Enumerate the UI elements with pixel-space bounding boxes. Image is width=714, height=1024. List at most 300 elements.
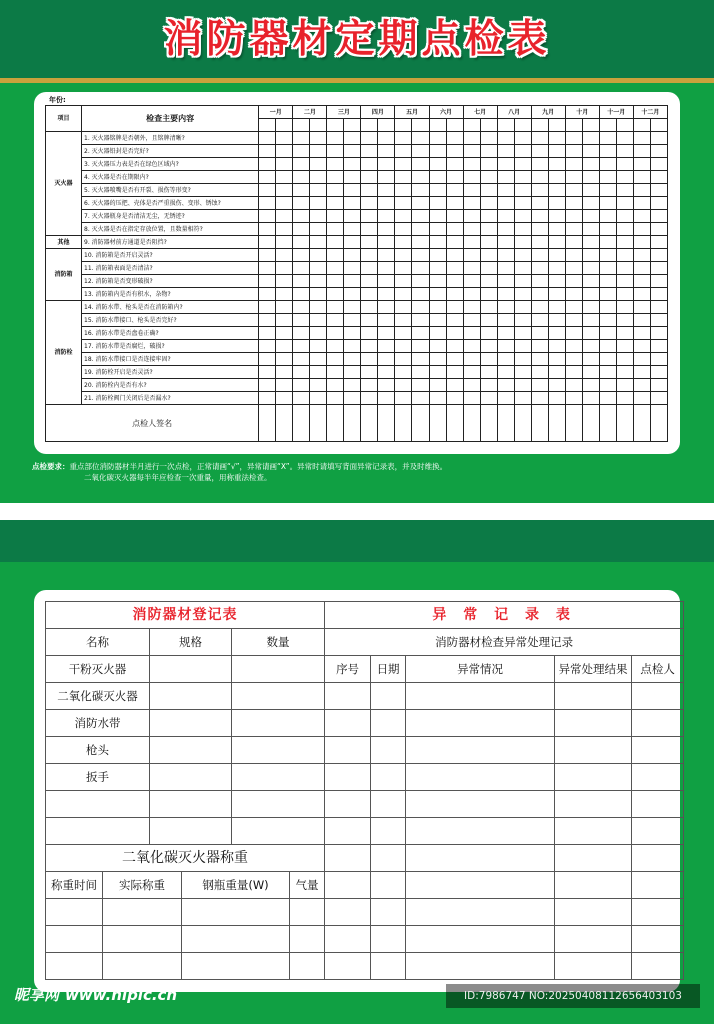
check-cell[interactable] — [599, 340, 616, 353]
check-cell[interactable] — [412, 340, 429, 353]
register-row-qty[interactable] — [232, 818, 325, 845]
check-cell[interactable] — [480, 249, 497, 262]
check-cell[interactable] — [650, 236, 667, 249]
abnormal-cell-date[interactable] — [371, 764, 406, 791]
check-cell[interactable] — [429, 353, 446, 366]
check-cell[interactable] — [412, 132, 429, 145]
check-cell[interactable] — [327, 171, 344, 184]
abnormal-cell-date[interactable] — [371, 737, 406, 764]
check-cell[interactable] — [514, 132, 531, 145]
check-cell[interactable] — [293, 197, 310, 210]
check-cell[interactable] — [531, 249, 548, 262]
check-cell[interactable] — [327, 158, 344, 171]
weigh-cell-time[interactable] — [46, 926, 103, 953]
check-cell[interactable] — [361, 158, 378, 171]
check-cell[interactable] — [480, 314, 497, 327]
check-cell[interactable] — [412, 392, 429, 405]
check-cell[interactable] — [344, 210, 361, 223]
check-cell[interactable] — [361, 366, 378, 379]
check-cell[interactable] — [633, 197, 650, 210]
check-cell[interactable] — [514, 353, 531, 366]
check-cell[interactable] — [582, 379, 599, 392]
check-cell[interactable] — [548, 340, 565, 353]
check-cell[interactable] — [276, 340, 293, 353]
check-cell[interactable] — [395, 288, 412, 301]
abnormal-cell-no[interactable] — [325, 845, 371, 872]
check-cell[interactable] — [259, 275, 276, 288]
check-cell[interactable] — [497, 314, 514, 327]
abnormal-cell-inspector[interactable] — [632, 899, 684, 926]
register-row-qty[interactable] — [232, 764, 325, 791]
check-cell[interactable] — [480, 353, 497, 366]
check-cell[interactable] — [412, 262, 429, 275]
abnormal-cell-situation[interactable] — [406, 899, 555, 926]
check-cell[interactable] — [463, 314, 480, 327]
check-cell[interactable] — [361, 132, 378, 145]
check-cell[interactable] — [395, 223, 412, 236]
check-cell[interactable] — [514, 314, 531, 327]
check-cell[interactable] — [616, 327, 633, 340]
check-cell[interactable] — [650, 145, 667, 158]
check-cell[interactable] — [633, 392, 650, 405]
register-row-spec[interactable] — [150, 791, 232, 818]
weigh-cell-actual[interactable] — [103, 899, 182, 926]
check-cell[interactable] — [548, 275, 565, 288]
abnormal-cell-inspector[interactable] — [632, 845, 684, 872]
check-cell[interactable] — [310, 275, 327, 288]
signature-cell[interactable] — [633, 405, 650, 442]
check-cell[interactable] — [446, 223, 463, 236]
check-cell[interactable] — [480, 236, 497, 249]
check-cell[interactable] — [446, 301, 463, 314]
check-cell[interactable] — [412, 197, 429, 210]
check-cell[interactable] — [395, 262, 412, 275]
check-cell[interactable] — [548, 262, 565, 275]
check-cell[interactable] — [395, 249, 412, 262]
abnormal-cell-result[interactable] — [555, 710, 632, 737]
check-cell[interactable] — [327, 132, 344, 145]
check-cell[interactable] — [378, 327, 395, 340]
check-cell[interactable] — [480, 262, 497, 275]
check-cell[interactable] — [531, 145, 548, 158]
check-cell[interactable] — [293, 210, 310, 223]
check-cell[interactable] — [650, 314, 667, 327]
abnormal-cell-result[interactable] — [555, 737, 632, 764]
check-cell[interactable] — [497, 288, 514, 301]
signature-cell[interactable] — [548, 405, 565, 442]
check-cell[interactable] — [310, 288, 327, 301]
check-cell[interactable] — [429, 145, 446, 158]
check-cell[interactable] — [310, 379, 327, 392]
check-cell[interactable] — [599, 275, 616, 288]
check-cell[interactable] — [293, 353, 310, 366]
signature-cell[interactable] — [480, 405, 497, 442]
check-cell[interactable] — [582, 210, 599, 223]
check-cell[interactable] — [412, 171, 429, 184]
check-cell[interactable] — [259, 132, 276, 145]
check-cell[interactable] — [378, 132, 395, 145]
abnormal-cell-inspector[interactable] — [632, 926, 684, 953]
check-cell[interactable] — [378, 171, 395, 184]
check-cell[interactable] — [344, 366, 361, 379]
check-cell[interactable] — [276, 392, 293, 405]
check-cell[interactable] — [463, 288, 480, 301]
check-cell[interactable] — [531, 132, 548, 145]
check-cell[interactable] — [582, 171, 599, 184]
check-cell[interactable] — [480, 275, 497, 288]
register-row-qty[interactable] — [232, 683, 325, 710]
check-cell[interactable] — [599, 223, 616, 236]
check-cell[interactable] — [548, 145, 565, 158]
check-cell[interactable] — [633, 353, 650, 366]
check-cell[interactable] — [599, 197, 616, 210]
check-cell[interactable] — [650, 392, 667, 405]
signature-cell[interactable] — [565, 405, 582, 442]
check-cell[interactable] — [276, 379, 293, 392]
check-cell[interactable] — [480, 340, 497, 353]
check-cell[interactable] — [446, 210, 463, 223]
check-cell[interactable] — [548, 171, 565, 184]
check-cell[interactable] — [259, 223, 276, 236]
check-cell[interactable] — [548, 327, 565, 340]
signature-cell[interactable] — [446, 405, 463, 442]
weigh-cell-time[interactable] — [46, 899, 103, 926]
weigh-cell-gas[interactable] — [290, 899, 325, 926]
check-cell[interactable] — [531, 158, 548, 171]
check-cell[interactable] — [650, 197, 667, 210]
check-cell[interactable] — [531, 327, 548, 340]
check-cell[interactable] — [378, 223, 395, 236]
check-cell[interactable] — [412, 379, 429, 392]
check-cell[interactable] — [429, 223, 446, 236]
check-cell[interactable] — [480, 301, 497, 314]
check-cell[interactable] — [463, 158, 480, 171]
check-cell[interactable] — [446, 262, 463, 275]
check-cell[interactable] — [497, 340, 514, 353]
check-cell[interactable] — [344, 132, 361, 145]
signature-cell[interactable] — [259, 405, 276, 442]
check-cell[interactable] — [412, 353, 429, 366]
check-cell[interactable] — [327, 210, 344, 223]
check-cell[interactable] — [531, 288, 548, 301]
check-cell[interactable] — [412, 236, 429, 249]
check-cell[interactable] — [361, 275, 378, 288]
check-cell[interactable] — [446, 353, 463, 366]
check-cell[interactable] — [633, 262, 650, 275]
check-cell[interactable] — [650, 340, 667, 353]
check-cell[interactable] — [463, 210, 480, 223]
abnormal-cell-date[interactable] — [371, 953, 406, 980]
check-cell[interactable] — [276, 210, 293, 223]
check-cell[interactable] — [361, 392, 378, 405]
check-cell[interactable] — [310, 340, 327, 353]
weigh-cell-gas[interactable] — [290, 926, 325, 953]
check-cell[interactable] — [616, 236, 633, 249]
check-cell[interactable] — [463, 132, 480, 145]
check-cell[interactable] — [480, 223, 497, 236]
abnormal-cell-result[interactable] — [555, 872, 632, 899]
signature-cell[interactable] — [361, 405, 378, 442]
check-cell[interactable] — [582, 197, 599, 210]
check-cell[interactable] — [446, 236, 463, 249]
check-cell[interactable] — [327, 249, 344, 262]
check-cell[interactable] — [531, 340, 548, 353]
check-cell[interactable] — [480, 197, 497, 210]
check-cell[interactable] — [276, 288, 293, 301]
check-cell[interactable] — [650, 327, 667, 340]
check-cell[interactable] — [344, 314, 361, 327]
check-cell[interactable] — [446, 249, 463, 262]
abnormal-cell-situation[interactable] — [406, 845, 555, 872]
register-row-spec[interactable] — [150, 737, 232, 764]
check-cell[interactable] — [429, 132, 446, 145]
check-cell[interactable] — [599, 288, 616, 301]
check-cell[interactable] — [548, 249, 565, 262]
check-cell[interactable] — [327, 197, 344, 210]
check-cell[interactable] — [293, 184, 310, 197]
check-cell[interactable] — [514, 366, 531, 379]
check-cell[interactable] — [395, 197, 412, 210]
check-cell[interactable] — [344, 197, 361, 210]
check-cell[interactable] — [531, 236, 548, 249]
register-row-spec[interactable] — [150, 710, 232, 737]
check-cell[interactable] — [446, 314, 463, 327]
check-cell[interactable] — [378, 379, 395, 392]
weigh-cell-cylinder[interactable] — [182, 899, 290, 926]
check-cell[interactable] — [395, 158, 412, 171]
check-cell[interactable] — [480, 184, 497, 197]
check-cell[interactable] — [633, 301, 650, 314]
check-cell[interactable] — [293, 249, 310, 262]
abnormal-cell-date[interactable] — [371, 845, 406, 872]
check-cell[interactable] — [378, 392, 395, 405]
check-cell[interactable] — [344, 392, 361, 405]
check-cell[interactable] — [395, 171, 412, 184]
check-cell[interactable] — [344, 327, 361, 340]
check-cell[interactable] — [633, 340, 650, 353]
check-cell[interactable] — [497, 262, 514, 275]
abnormal-cell-date[interactable] — [371, 818, 406, 845]
check-cell[interactable] — [276, 262, 293, 275]
check-cell[interactable] — [514, 340, 531, 353]
check-cell[interactable] — [463, 379, 480, 392]
check-cell[interactable] — [378, 262, 395, 275]
check-cell[interactable] — [565, 249, 582, 262]
check-cell[interactable] — [497, 145, 514, 158]
check-cell[interactable] — [429, 171, 446, 184]
check-cell[interactable] — [497, 171, 514, 184]
check-cell[interactable] — [344, 145, 361, 158]
check-cell[interactable] — [531, 223, 548, 236]
check-cell[interactable] — [582, 275, 599, 288]
check-cell[interactable] — [429, 197, 446, 210]
check-cell[interactable] — [514, 223, 531, 236]
check-cell[interactable] — [259, 197, 276, 210]
check-cell[interactable] — [293, 275, 310, 288]
check-cell[interactable] — [633, 249, 650, 262]
check-cell[interactable] — [497, 301, 514, 314]
check-cell[interactable] — [293, 145, 310, 158]
check-cell[interactable] — [293, 223, 310, 236]
signature-cell[interactable] — [378, 405, 395, 442]
check-cell[interactable] — [633, 236, 650, 249]
check-cell[interactable] — [293, 236, 310, 249]
check-cell[interactable] — [412, 158, 429, 171]
check-cell[interactable] — [310, 236, 327, 249]
check-cell[interactable] — [565, 301, 582, 314]
register-row-spec[interactable] — [150, 818, 232, 845]
check-cell[interactable] — [378, 275, 395, 288]
signature-cell[interactable] — [463, 405, 480, 442]
check-cell[interactable] — [582, 301, 599, 314]
check-cell[interactable] — [429, 249, 446, 262]
check-cell[interactable] — [293, 327, 310, 340]
check-cell[interactable] — [446, 392, 463, 405]
check-cell[interactable] — [565, 197, 582, 210]
check-cell[interactable] — [344, 236, 361, 249]
check-cell[interactable] — [548, 314, 565, 327]
check-cell[interactable] — [599, 301, 616, 314]
check-cell[interactable] — [429, 392, 446, 405]
register-row-spec[interactable] — [150, 683, 232, 710]
signature-cell[interactable] — [497, 405, 514, 442]
check-cell[interactable] — [378, 249, 395, 262]
check-cell[interactable] — [361, 184, 378, 197]
check-cell[interactable] — [565, 314, 582, 327]
check-cell[interactable] — [565, 366, 582, 379]
check-cell[interactable] — [276, 132, 293, 145]
check-cell[interactable] — [616, 210, 633, 223]
check-cell[interactable] — [582, 392, 599, 405]
check-cell[interactable] — [310, 145, 327, 158]
check-cell[interactable] — [429, 210, 446, 223]
check-cell[interactable] — [344, 158, 361, 171]
check-cell[interactable] — [429, 327, 446, 340]
check-cell[interactable] — [497, 327, 514, 340]
check-cell[interactable] — [497, 197, 514, 210]
check-cell[interactable] — [361, 210, 378, 223]
check-cell[interactable] — [514, 379, 531, 392]
check-cell[interactable] — [446, 379, 463, 392]
check-cell[interactable] — [616, 288, 633, 301]
check-cell[interactable] — [276, 184, 293, 197]
abnormal-cell-situation[interactable] — [406, 953, 555, 980]
check-cell[interactable] — [293, 314, 310, 327]
signature-cell[interactable] — [616, 405, 633, 442]
check-cell[interactable] — [310, 197, 327, 210]
check-cell[interactable] — [412, 210, 429, 223]
check-cell[interactable] — [514, 301, 531, 314]
check-cell[interactable] — [463, 353, 480, 366]
check-cell[interactable] — [582, 314, 599, 327]
check-cell[interactable] — [327, 392, 344, 405]
check-cell[interactable] — [548, 132, 565, 145]
check-cell[interactable] — [582, 327, 599, 340]
check-cell[interactable] — [548, 301, 565, 314]
check-cell[interactable] — [361, 236, 378, 249]
check-cell[interactable] — [344, 353, 361, 366]
check-cell[interactable] — [344, 223, 361, 236]
check-cell[interactable] — [327, 301, 344, 314]
check-cell[interactable] — [429, 314, 446, 327]
check-cell[interactable] — [378, 366, 395, 379]
check-cell[interactable] — [616, 301, 633, 314]
check-cell[interactable] — [412, 275, 429, 288]
check-cell[interactable] — [548, 288, 565, 301]
check-cell[interactable] — [361, 327, 378, 340]
check-cell[interactable] — [429, 184, 446, 197]
abnormal-cell-situation[interactable] — [406, 683, 555, 710]
check-cell[interactable] — [293, 132, 310, 145]
check-cell[interactable] — [650, 184, 667, 197]
check-cell[interactable] — [276, 171, 293, 184]
check-cell[interactable] — [616, 197, 633, 210]
check-cell[interactable] — [259, 353, 276, 366]
signature-cell[interactable] — [429, 405, 446, 442]
check-cell[interactable] — [565, 132, 582, 145]
check-cell[interactable] — [599, 366, 616, 379]
check-cell[interactable] — [412, 184, 429, 197]
check-cell[interactable] — [565, 340, 582, 353]
check-cell[interactable] — [395, 314, 412, 327]
abnormal-cell-no[interactable] — [325, 683, 371, 710]
check-cell[interactable] — [582, 340, 599, 353]
check-cell[interactable] — [480, 210, 497, 223]
check-cell[interactable] — [650, 132, 667, 145]
check-cell[interactable] — [514, 236, 531, 249]
check-cell[interactable] — [497, 210, 514, 223]
check-cell[interactable] — [497, 275, 514, 288]
check-cell[interactable] — [633, 223, 650, 236]
check-cell[interactable] — [293, 340, 310, 353]
check-cell[interactable] — [310, 158, 327, 171]
check-cell[interactable] — [633, 158, 650, 171]
check-cell[interactable] — [497, 158, 514, 171]
register-row-qty[interactable] — [232, 656, 325, 683]
check-cell[interactable] — [582, 132, 599, 145]
signature-cell[interactable] — [514, 405, 531, 442]
check-cell[interactable] — [531, 366, 548, 379]
check-cell[interactable] — [327, 340, 344, 353]
check-cell[interactable] — [650, 366, 667, 379]
check-cell[interactable] — [599, 314, 616, 327]
check-cell[interactable] — [480, 392, 497, 405]
check-cell[interactable] — [446, 184, 463, 197]
check-cell[interactable] — [446, 171, 463, 184]
check-cell[interactable] — [361, 353, 378, 366]
check-cell[interactable] — [429, 288, 446, 301]
check-cell[interactable] — [310, 249, 327, 262]
check-cell[interactable] — [327, 353, 344, 366]
check-cell[interactable] — [616, 275, 633, 288]
check-cell[interactable] — [344, 301, 361, 314]
signature-cell[interactable] — [599, 405, 616, 442]
check-cell[interactable] — [429, 236, 446, 249]
check-cell[interactable] — [259, 288, 276, 301]
check-cell[interactable] — [259, 236, 276, 249]
check-cell[interactable] — [616, 262, 633, 275]
check-cell[interactable] — [582, 262, 599, 275]
weigh-cell-time[interactable] — [46, 953, 103, 980]
check-cell[interactable] — [514, 392, 531, 405]
check-cell[interactable] — [633, 379, 650, 392]
check-cell[interactable] — [531, 314, 548, 327]
check-cell[interactable] — [514, 158, 531, 171]
check-cell[interactable] — [395, 301, 412, 314]
check-cell[interactable] — [565, 288, 582, 301]
check-cell[interactable] — [599, 249, 616, 262]
abnormal-cell-result[interactable] — [555, 764, 632, 791]
